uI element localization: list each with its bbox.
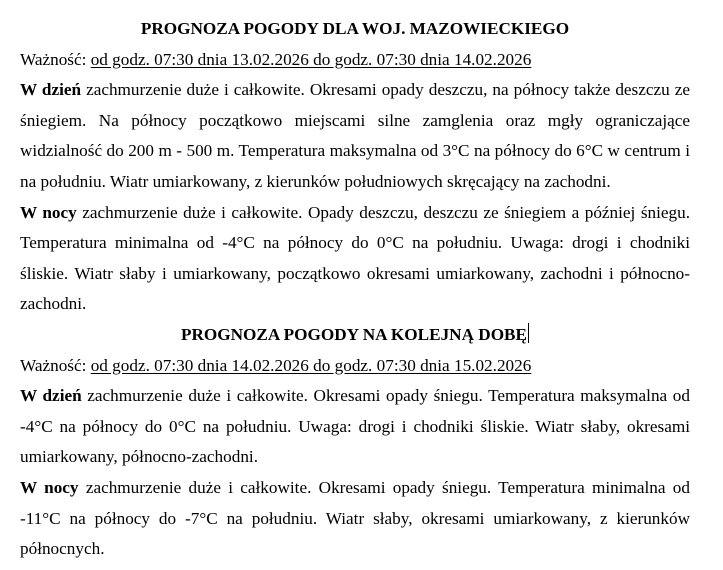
day-lead: W dzień	[20, 80, 82, 100]
validity-label: Ważność:	[20, 355, 87, 375]
night-forecast-text: zachmurzenie duże i całkowite. Opady deszczu, deszczu ze śniegiem a później śniegu. Temperatura minimalna od -4°C na północy do 0°C na południu. Uwaga: drogi i chodniki śliskie. Wiatr słaby i umiarkowany, początkowo okresami umiarkowany, zachodni i północno-zachodni.	[20, 202, 690, 314]
night-lead: W nocy	[20, 202, 77, 222]
day-forecast-paragraph	[20, 75, 690, 197]
text-cursor	[528, 323, 529, 343]
day-lead: W dzień	[20, 386, 82, 406]
validity-range: od godz. 07:30 dnia 14.02.2026 do godz. 07:30 dnia 15.02.2026	[90, 355, 532, 375]
night-forecast-paragraph	[20, 473, 690, 565]
validity-range: od godz. 07:30 dnia 13.02.2026 do godz. 07:30 dnia 14.02.2026	[90, 49, 532, 69]
section-title-regional: PROGNOZA POGODY DLA WOJ. MAZOWIECKIEGO	[140, 19, 570, 38]
validity-line-regional	[20, 45, 690, 76]
day-forecast-paragraph	[20, 381, 690, 473]
validity-label: Ważność:	[20, 49, 87, 69]
validity-line-next-day	[20, 351, 690, 382]
forecast-document[interactable]	[20, 14, 690, 565]
day-forecast-text: zachmurzenie duże i całkowite. Okresami opady śniegu. Temperatura maksymalna od -4°C na północy do 0°C na południu. Uwaga: drogi i chodniki śliskie. Wiatr słaby, okresami umiarkowany, północno-zachodni.	[20, 386, 690, 467]
night-forecast-paragraph	[20, 198, 690, 320]
night-lead: W nocy	[20, 477, 79, 497]
day-forecast-text: zachmurzenie duże i całkowite. Okresami opady deszczu, na północy także deszczu ze śniegiem. Na północy początkowo miejscami silne zamglenia oraz mgły ograniczające widzialność do 200 m - 500 m. Temperatura maksymalna od 3°C na północy do 6°C w centrum i na południu. Wiatr umiarkowany, z kierunków południowych skręcający na zachodni.	[20, 80, 690, 191]
section-title-next-day	[20, 320, 690, 351]
section-title-text: PROGNOZA POGODY NA KOLEJNĄ DOBĘ	[180, 324, 527, 344]
night-forecast-text: zachmurzenie duże i całkowite. Okresami opady śniegu. Temperatura minimalna od -11°C na północy do -7°C na południu. Wiatr słaby, okresami umiarkowany, z kierunków północnych.	[20, 477, 690, 559]
